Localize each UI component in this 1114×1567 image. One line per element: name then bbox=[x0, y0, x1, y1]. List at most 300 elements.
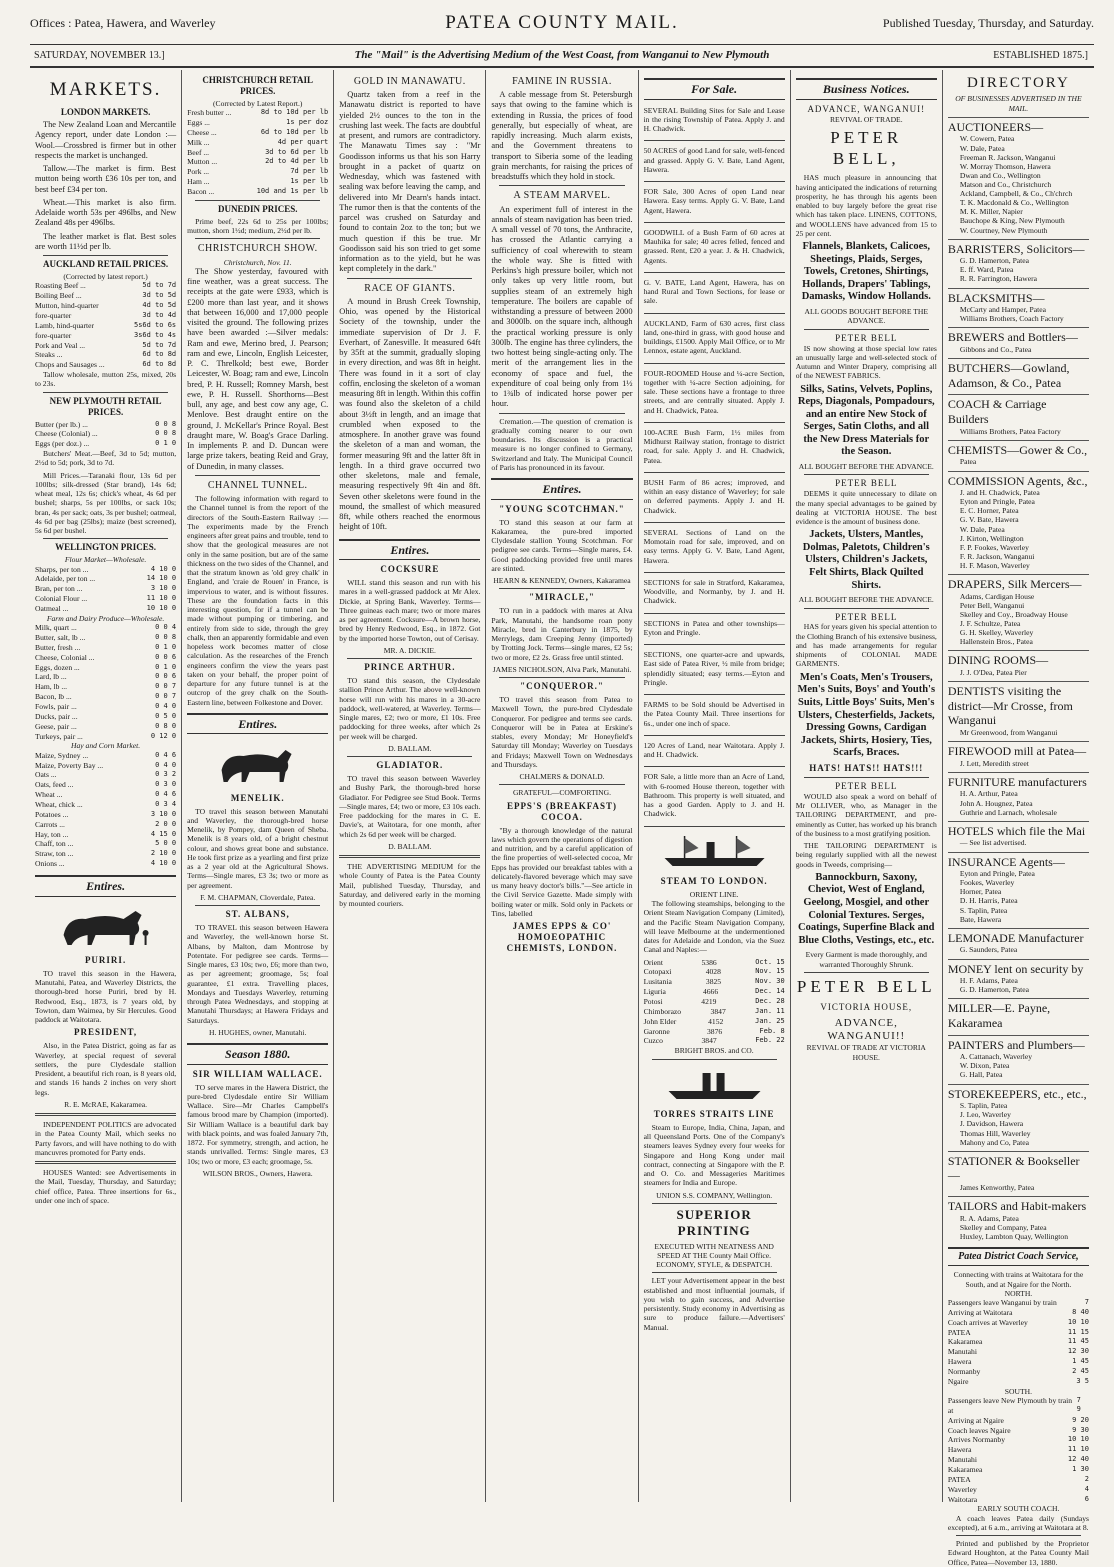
divider bbox=[347, 658, 472, 659]
price-row-cell: 6d to 10d per lb bbox=[260, 127, 329, 136]
sailing-row bbox=[644, 958, 785, 968]
sale-ad bbox=[644, 476, 785, 523]
price-row-cell: Boiling Beef ... bbox=[35, 291, 82, 301]
south-timetable bbox=[948, 1396, 1089, 1504]
steam-to-london-heading: STEAM TO LONDON. bbox=[660, 875, 768, 886]
sailing-row-cell: Chimborazo bbox=[643, 1006, 682, 1016]
north-timetable bbox=[948, 1298, 1089, 1387]
price-row bbox=[35, 281, 176, 291]
divider bbox=[652, 1272, 777, 1273]
price-row bbox=[187, 157, 328, 167]
price-row-cell: 0 12 0 bbox=[150, 731, 177, 740]
sailing-row-cell: Dec. 14 bbox=[755, 987, 785, 996]
early-coach-heading: EARLY SOUTH COACH. bbox=[977, 1504, 1060, 1514]
sale-ad-text: SECTIONS in Patea and other townships—Eyton and Pringle. bbox=[643, 618, 785, 637]
timetable-row-cell: 11 15 bbox=[1067, 1327, 1089, 1336]
sailing-row bbox=[644, 1027, 785, 1037]
price-row-cell: Lamb, hind-quarter bbox=[35, 320, 95, 330]
newspaper-columns bbox=[30, 70, 1094, 1567]
column-articles bbox=[486, 70, 638, 1502]
price-row bbox=[35, 672, 176, 682]
independent-politics-ad: INDEPENDENT POLITICS are advocated in the Patea County Mail, which seeks no Party favors, and will have nothing to do with mancuvres promoted for Party ends. bbox=[35, 1120, 177, 1157]
price-row-cell: 0 0 7 bbox=[155, 682, 177, 691]
column-news bbox=[334, 70, 486, 1502]
price-row bbox=[35, 702, 176, 712]
price-row bbox=[35, 311, 176, 321]
advance-wanganui: ADVANCE, WANGANUI! bbox=[807, 103, 926, 114]
timetable-row bbox=[948, 1396, 1089, 1416]
peter-bell-5: PETER BELL bbox=[835, 780, 898, 791]
price-row bbox=[35, 663, 176, 673]
steam-marvel-heading: A STEAM MARVEL. bbox=[513, 190, 611, 202]
price-row-cell: Pork and Veal ... bbox=[35, 340, 86, 350]
puriri-para: TO travel this season in the Hawera, Manutahi, Patea, and Waverley Districts, the thorough-bred horse Puriri, bred by H. Redwood, Esq., 1873, is 7 years old, by Towton, dam Waimea, by Sir Hercules. Good paddock at Waitotara. bbox=[35, 968, 177, 1025]
timetable-row-cell: 9 20 bbox=[1072, 1415, 1089, 1424]
sale-ad-text: 100-ACRE Bush Farm, 1½ miles from Midhurst Railway station, frontage to district road, for sale. Apply J. and H. Chadwick, Patea. bbox=[643, 427, 785, 465]
wallace-heading: SIR WILLIAM WALLACE. bbox=[192, 1068, 323, 1079]
sale-ad bbox=[644, 770, 785, 826]
directory-group bbox=[948, 650, 1089, 677]
price-row-cell: 0 0 8 bbox=[155, 419, 177, 428]
famine-para: A cable message from St. Petersburgh says that owing to the famine which is extending in Russia, the prices of food generally, but especially of wheat, are rapidly increasing. Much alarm exists, and the Government threatens to transport to Siberia some of the leading grain merchants, for raising the prices of breadstuffs which they hold in stock. bbox=[491, 90, 633, 182]
directory-group-heading: FURNITURE manufacturers bbox=[948, 772, 1089, 790]
timetable-row-cell: Arriving at Waitotara bbox=[947, 1307, 1013, 1317]
sailing-row-cell: 3847 bbox=[710, 1006, 726, 1016]
timetable-row-cell: 7 9 bbox=[1076, 1396, 1081, 1414]
divider bbox=[499, 588, 624, 589]
wellington-sub: Flour Market—Wholesale. bbox=[64, 555, 147, 565]
timetable-row-cell: Ngaire bbox=[947, 1376, 969, 1386]
price-row-cell: 3d to 6d per lb bbox=[265, 147, 329, 156]
scotchman-para: TO stand this season at our farm at Kakaramea, the pure-bred imported Clydesdale stallion Young Scotchman. For pedigree see cards. Terms—Single mares, £4. Good paddocking provided free until mares are stinted. bbox=[491, 517, 633, 573]
directory-entry: Williams Brothers, Coach Factory bbox=[959, 314, 1064, 324]
timetable-row-cell: Passengers leave Wanganui by train bbox=[947, 1298, 1057, 1308]
price-row-cell: Bacon ... bbox=[187, 187, 215, 197]
directory-group-heading: TAILORS and Habit-makers bbox=[948, 1196, 1089, 1214]
divider bbox=[43, 255, 168, 256]
torres-heading: TORRES STRAITS LINE bbox=[653, 1108, 775, 1119]
timetable-row-cell: 12 40 bbox=[1067, 1455, 1089, 1464]
farm-prices bbox=[35, 623, 176, 741]
directory-group bbox=[948, 117, 1089, 235]
price-row-cell: 0 4 0 bbox=[155, 760, 177, 769]
directory-entry: Ackland, Campbell, & Co., Ch'chrch bbox=[959, 189, 1073, 199]
directory-group-heading: PAINTERS and Plumbers— bbox=[948, 1035, 1089, 1053]
jackets-list: Jackets, Ulsters, Mantles, Dolmas, Paletots, Children's Ulsters, Children's Jackets, Felt Shirts, Black Quilted Shirts. bbox=[802, 529, 930, 591]
price-row-cell: Bran, per ton ... bbox=[35, 584, 83, 594]
directory-group bbox=[948, 928, 1089, 955]
price-row-cell: Turkeys, pair ... bbox=[35, 731, 83, 741]
torres-signature: UNION S.S. COMPANY, Wellington. bbox=[656, 1190, 773, 1200]
printing-heading: SUPERIOR PRINTING bbox=[676, 1206, 752, 1238]
price-row bbox=[35, 623, 176, 633]
price-row-cell: 14 10 0 bbox=[146, 574, 177, 583]
timetable-row-cell: 10 10 bbox=[1067, 1435, 1089, 1444]
price-row-cell: Hay, ton ... bbox=[35, 829, 69, 839]
north-heading: NORTH. bbox=[1004, 1288, 1033, 1298]
timetable-row-cell: 4 bbox=[1084, 1484, 1089, 1493]
wellington-prices bbox=[35, 565, 176, 614]
tunnel-heading: CHANNEL TUNNEL. bbox=[207, 479, 308, 491]
peter-bell-big: PETER BELL bbox=[796, 976, 936, 996]
sale-ad bbox=[644, 317, 785, 364]
price-row bbox=[187, 138, 328, 148]
gold-para: Quartz taken from a reef in the Manawatu district is reported to have yielded 2½ ounces to the ton in the crushing last week. The facts are doubtful at present, and rumors are contradictory. The Manawatu Times say : "Mr Goodisson informs us that his son Harry brought in a packet of quartz on Wednesday, which was fastened with sealing wax before leaving the camp, and delivered into Mr Dearn's hands intact. The rumor then is that the contents of the parcel was crushed on Saturday and found to contain 2oz to the ton; but we much question if this be true. Mr Goodisson said his son tried to get some information as to the yield, but he was kept completely in the dark." bbox=[339, 90, 481, 274]
directory-entry: F. P. Fookes, Waverley bbox=[959, 542, 1029, 552]
cremation-para: Cremation.—The question of cremation is gradually coming nearer to our own boundaries. Its discussion is a practical measure is no longer confined to Germany, Switzerland and Italy. The Municipal Council of Paris has pronounced in its favour. bbox=[491, 416, 633, 472]
business-notices-heading: Business Notices. bbox=[796, 78, 937, 100]
divider bbox=[35, 1161, 176, 1164]
directory-entry: W. Dixon, Patea bbox=[959, 1061, 1010, 1071]
sailing-row-cell: Feb. 22 bbox=[755, 1036, 785, 1045]
price-row-cell: 0 3 2 bbox=[155, 770, 177, 779]
sale-ad bbox=[644, 617, 785, 646]
price-row-cell: Wheat, chick ... bbox=[35, 799, 83, 809]
sale-ad-text: SEVERAL Sections of Land on the Momotain road for sale, improved, and on easy terms. Apply G. V. Bate, Land Agent, Hawera. bbox=[643, 527, 785, 565]
price-row-cell: 10d and 1s per lb bbox=[256, 187, 329, 196]
price-row-cell: 3d to 4d bbox=[142, 310, 177, 319]
timetable-row bbox=[948, 1495, 1089, 1505]
price-row-cell: 0 0 8 bbox=[155, 632, 177, 641]
price-row bbox=[187, 167, 328, 177]
sailing-row-cell: Jan. 11 bbox=[755, 1006, 785, 1015]
timetable-row-cell: Passengers leave New Plymouth by train at bbox=[947, 1396, 1073, 1415]
sale-ad-text: FARMS to be Sold should be Advertised in the Patea County Mail. Three insertions for 6s., under one inch of space. bbox=[643, 700, 785, 728]
revival-line: REVIVAL OF TRADE. bbox=[829, 114, 903, 124]
directory-group bbox=[948, 852, 1089, 924]
president-para: Also, in the Patea District, going as far as Waverley, at special request of several settlers, the pure Clydesdale stallion President, a beautiful rich roan, is 8 years old, and stands 16 hands 2 inches on very short legs. bbox=[35, 1041, 177, 1097]
directory-entry: F. R. Jackson, Wanganui bbox=[959, 551, 1035, 561]
steamship-illustration bbox=[644, 832, 785, 868]
price-row bbox=[187, 118, 328, 128]
cocksure-para: WILL stand this season and run with his mares in a well-grassed paddock at Mr Alex. Dickie, at Spring Bank, Waverley. Terms—Three guineas each mare; two or more mares as per agreement. Cocksure—A brown horse, bred by Henry Redwood, Esq., in 1872. Got by the imported horse Towton, out of Cerisay. bbox=[339, 578, 481, 643]
sailing-table bbox=[644, 958, 785, 1047]
price-row bbox=[35, 722, 176, 732]
price-row-cell: 1s per doz bbox=[286, 118, 329, 127]
price-row-cell: Lard, lb ... bbox=[35, 672, 67, 682]
coach-para: Connecting with trains at Waitotara for the South, and at Ngaire for the North. bbox=[953, 1270, 1084, 1289]
directory-entry: Adams, Cardigan House bbox=[959, 591, 1035, 601]
directory-entry: J. and H. Chadwick, Patea bbox=[959, 488, 1040, 498]
st-albans-heading: ST. ALBANS, bbox=[225, 909, 290, 920]
divider bbox=[347, 278, 472, 279]
sale-ad bbox=[644, 698, 785, 736]
entires-heading: Entires. bbox=[35, 875, 176, 897]
peter-bell-5-para: WOULD also speak a word on behalf of Mr OLLIVER, who, as Manager in the TAILORING DEPARTMENT, and pre-eminently as Cutter, has worked up his branch of the business to a most gratifying position. bbox=[795, 791, 937, 838]
auckland-note: Tallow wholesale, mutton 25s, mixed, 20s to 23s. bbox=[35, 370, 177, 389]
divider bbox=[499, 413, 624, 414]
steamship-illustration bbox=[644, 1065, 785, 1101]
sale-ad bbox=[644, 648, 785, 695]
sale-ad-text: SEVERAL Building Sites for Sale and Lease in the rising Township of Patea. Apply J. and H. Chadwick. bbox=[643, 105, 785, 134]
directory-group-heading: STOREKEEPERS, etc., etc., bbox=[948, 1084, 1089, 1102]
price-row-cell: Wheat ... bbox=[35, 790, 63, 800]
directory-entry: Skelley and Company, Patea bbox=[959, 1222, 1047, 1232]
sale-ad-text: FOUR-ROOMED House and ¼-acre Section, together with ¼-acre Section adjoining, for sale. These sections have a frontage to three streets, and are centrally situated. Apply J. and H. Chadwick, Patea. bbox=[643, 368, 785, 415]
president-heading: PRESIDENT, bbox=[74, 1027, 138, 1038]
publication-days: Published Tuesday, Thursday, and Saturday. bbox=[882, 16, 1094, 30]
price-row bbox=[35, 761, 176, 771]
sailing-row-cell: 5386 bbox=[701, 957, 717, 967]
timetable-row-cell: 10 10 bbox=[1067, 1317, 1089, 1326]
directory-group-heading: DINING ROOMS— bbox=[948, 650, 1089, 668]
directory-sub: OF BUSINESSES ADVERTISED IN THE MAIL. bbox=[955, 94, 1082, 113]
price-row-cell: fore-quarter bbox=[35, 310, 72, 320]
famine-heading: FAMINE IN RUSSIA. bbox=[512, 76, 612, 87]
mens-list: Men's Coats, Men's Trousers, Men's Suits, Boys' and Youth's Suits, Little Boys' Suits, Men's Ulsters, Chesterfields, Jackets, Dressing Gowns, Cardigan Jackets, Shirts, Hosiery, Ties, Scarfs, Braces. bbox=[797, 671, 936, 759]
dunedin-heading: DUNEDIN PRICES. bbox=[217, 203, 298, 214]
peter-bell-para: HAS much pleasure in announcing that having anticipated the indications of returning prosperity, he has through his agents been enabled to buy largely before the great rise which has taken place. LINENS, COTTONS, and WOOLLENS have advanced from 15 to 25 per cent. bbox=[795, 173, 937, 238]
miracle-para: TO run in a paddock with mares at Alva Park, Manutahi, the handsome roan pony Miracle, bred in Canterbury in 1875, by Merrylegs, dam Creeping Jenny (imported) by Trotting Jock. Terms—single mares, £2 5s; two or more, £2 2s. Grass free until stinted. bbox=[491, 606, 633, 662]
price-row bbox=[35, 331, 176, 341]
directory-group bbox=[948, 574, 1089, 646]
london-para: The New Zealand Loan and Mercantile Agency report, under date London :— Wool.—Crossbred is firmer but in other respects the market is unchanged. bbox=[35, 120, 177, 160]
price-row-cell: Colonial Flour ... bbox=[35, 594, 88, 604]
sale-ad bbox=[644, 526, 785, 573]
price-row bbox=[35, 732, 176, 742]
price-row bbox=[35, 692, 176, 702]
directory-entry: Guthrie and Larnach, wholesale bbox=[959, 807, 1057, 817]
directory-group-heading: AUCTIONEERS— bbox=[948, 117, 1089, 135]
directory-entry: G. Hall, Patea bbox=[959, 1070, 1003, 1080]
directory-entry: James Kenworthy, Patea bbox=[959, 1183, 1035, 1193]
directory-group-heading: STATIONER & Bookseller— bbox=[948, 1151, 1089, 1183]
timetable-row-cell: PATEA bbox=[947, 1327, 971, 1337]
price-row-cell: 6d to 8d bbox=[142, 360, 177, 369]
timetable-row bbox=[948, 1347, 1089, 1357]
sailing-row-cell: Jan. 25 bbox=[755, 1016, 785, 1025]
directory-entry: M. K. Miller, Napier bbox=[959, 207, 1023, 217]
timetable-row bbox=[948, 1377, 1089, 1387]
sailing-row-cell: Nov. 30 bbox=[755, 977, 785, 986]
directory-entry: Hallenstein Bros., Patea bbox=[959, 637, 1033, 647]
timetable-row-cell: Manutahi bbox=[947, 1455, 977, 1465]
timetable-row-cell: Waverley bbox=[947, 1484, 977, 1494]
price-row-cell: 3 10 0 bbox=[150, 809, 177, 818]
conqueror-signature: CHALMERS & DONALD. bbox=[519, 772, 605, 782]
sailing-row bbox=[644, 967, 785, 977]
giants-para: A mound in Brush Creek Township, Ohio, was opened by the Historical Society of the township, under the immediate supervision of Dr J. F. Everhart, of Zanesville. It measured 64ft by 35ft at the summit, gradually sloping in every direction, and was 8ft in height. There was found in it a sort of clay coffin, enclosing the skeleton of a woman measuring 8ft in length. Within this coffin was found also the skeleton of a child about 3½ft in length, and an image that crumbled when exposed to the atmosphere. In another grave was found the skeleton of a man and woman, the former measuring 9ft and the latter 8ft in length. In a third grave occurred two other skeletons, male and female, measuring respectively 9ft 4in and 8ft. Seven other skeletons were found in the mound, the smallest of which measured 8ft, while others reached the enormous height of 10ft. bbox=[339, 296, 481, 532]
sailing-row-cell: 3825 bbox=[705, 977, 722, 987]
price-row-cell: Maize, Sydney ... bbox=[35, 750, 89, 760]
np-heading: NEW PLYMOUTH RETAIL PRICES. bbox=[49, 395, 162, 417]
price-row-cell: Pork ... bbox=[187, 167, 210, 177]
directory-entry: S. Taplin, Patea bbox=[959, 905, 1008, 915]
show-para: The Show yesterday, favoured with fine weather, was a great success. The receipts at the gate were £933, which is £200 more than last year, and it shows that between 16,000 and 17,000 people visited the ground. The following prizes have been awarded :—Silver medals: Ram and ewe, Merino bred, J. Pearson; ram and ewe, Lincoln, English Leicester, P. C. Threlkold; best ewe, Border Leicester, W. Boag; ram and ewe, Lincoln bred, P. H. Russell; Romney Marsh, best ewe, P. H. Russell. Shorthorns—Best bull, any age, and best cow any age, C. Menlove. Best draught entire on the ground, J. McKellar's Prince Royal. Best draught mare, W. Boag's Grace Darling. In implements P. and D. Duncan were large prize takers, beating Reid and Gray, of Dunedin, in many classes. bbox=[187, 266, 329, 471]
price-row bbox=[35, 360, 176, 370]
directory-entry: J. F. Schultze, Patea bbox=[959, 619, 1021, 629]
revival-line-2: REVIVAL OF TRADE AT VICTORIA HOUSE. bbox=[806, 1043, 926, 1062]
orient-line-sub: ORIENT LINE. bbox=[689, 889, 739, 899]
auckland-heading: AUCKLAND RETAIL PRICES. bbox=[43, 259, 169, 270]
auckland-sub: (Corrected by latest report.) bbox=[63, 272, 148, 282]
wellington-heading: WELLINGTON PRICES. bbox=[55, 542, 156, 553]
sale-ad bbox=[644, 276, 785, 314]
price-row-cell: Cheese, Colonial ... bbox=[35, 652, 95, 662]
directory-entry: J. Davidson, Hawera bbox=[959, 1119, 1024, 1129]
directory-entry: J. Leo, Waverley bbox=[959, 1110, 1011, 1120]
price-row bbox=[35, 830, 176, 840]
timetable-row bbox=[948, 1308, 1089, 1318]
price-row bbox=[187, 108, 328, 118]
column-for-sale bbox=[639, 70, 791, 1502]
wallace-signature: WILSON BROS., Owners, Hawera. bbox=[202, 1168, 313, 1178]
divider bbox=[339, 855, 480, 858]
all-bought-line-2: ALL BOUGHT BEFORE THE ADVANCE. bbox=[798, 595, 934, 605]
price-row-cell: 3d to 5d bbox=[142, 291, 177, 300]
directory-group-heading: INSURANCE Agents— bbox=[948, 852, 1089, 870]
price-row-cell: Roasting Beef ... bbox=[35, 281, 86, 291]
textures-list: Bannockburn, Saxony, Cheviot, West of England, Geelong, Mosgiel, and other Colonial Textures. Serges, Coatings, Superfine Black and Blue Cloths, Vestings, etc., etc. bbox=[798, 871, 935, 946]
london-heading: LONDON MARKETS. bbox=[60, 107, 151, 118]
timetable-row bbox=[948, 1485, 1089, 1495]
timetable-row-cell: Normanby bbox=[947, 1367, 981, 1377]
directory-entry: G. V. Bate, Hawera bbox=[959, 515, 1019, 525]
sailing-row bbox=[644, 977, 785, 987]
column-peter-bell bbox=[791, 70, 943, 1502]
directory-group-heading: CHEMISTS—Gower & Co., bbox=[948, 440, 1089, 458]
timetable-row-cell: 12 30 bbox=[1067, 1347, 1089, 1356]
directory-entry: Freeman R. Jackson, Wanganui bbox=[959, 152, 1056, 162]
sailing-row bbox=[644, 997, 785, 1007]
np-prices bbox=[35, 420, 176, 450]
directory-entry: G. D. Hamerton, Patea bbox=[959, 256, 1030, 266]
price-row-cell: 0 0 8 bbox=[155, 429, 177, 438]
price-row-cell: Milk, quart ... bbox=[35, 623, 77, 633]
sailing-row-cell: 3847 bbox=[701, 1036, 717, 1046]
directory-group-heading: FIREWOOD mill at Patea— bbox=[948, 741, 1089, 759]
sale-ad-text: FOR Sale, a little more than an Acre of Land, with 6-roomed House thereon, together with Bathroom. This property is well situated, and has a good Garden. Apply to J. and H. Chadwick. bbox=[643, 772, 785, 819]
peter-bell-heading: PETER BELL, bbox=[830, 127, 903, 168]
price-row-cell: Cheese (Colonial) ... bbox=[35, 429, 98, 439]
price-row bbox=[35, 849, 176, 859]
directory-entry: Mahony and Co, Patea bbox=[959, 1137, 1030, 1147]
tunnel-para: The following information with regard to the Channel tunnel is from the report of the directors of the South-Eastern Railway :—The experiments made by the French engineers after great pains and trouble, tend to show that the geological measures are not only in the same position, but are of the same thickness on the two sides of the Channel, and that the stratum known as 'old grey chalk' in England, and 'craie de Rouen' in France, is impervious to water, and is without fissures. These are the foundation facts in this interesting question, for if a tunnel can be made without pumping or timbering, and entirely from side to side, through the grey chalk, then an apparently formidable and even hopeless work becomes matter of close calculation. As the researches of the French engineers confirm the view the years past taken on your behalf, the proper point of departure for any future tunnel is at the outcrop of the grey chalk on the South-Eastern line, between Folkestone and Dover. bbox=[187, 494, 329, 707]
hay-prices bbox=[35, 751, 176, 869]
sale-ad-text: GOODWILL of a Bush Farm of 60 acres at Mauhika for sale; 40 acres felled, fenced and grassed. Rent, £20 a year. J. & H. Chadwick, Agents. bbox=[643, 227, 785, 265]
epps-para: "By a thorough knowledge of the natural laws which govern the operations of digestion and nutrition, and by a careful application of the fine properties of well-selected cocoa, Mr Epps has provided our breakfast tables with a delicately-flavored beverage which may save us many heavy doctor's bills."—See article in the Civil Service Gazette. Made simply with boiling water or milk. Sold only in Packets or Tins, labelled bbox=[491, 825, 633, 918]
price-row-cell: Ham ... bbox=[187, 177, 210, 187]
timetable-row-cell: 1 30 bbox=[1072, 1465, 1089, 1474]
steam-marvel-para: An experiment full of interest in the annals of steam navigation has been tried. A small vessel of 70 tons, the Anthracite, has crossed the Atlantic carrying a sufficiency of coal wherewith to steam the whole way. She is fitted with Perkins's high pressure boiler, which not only takes up very little room, but supplies steam of an extremely high temperature. The boilers are capable of withstanding a pressure of between 2000 and 3000lb. on the square inch, although the practical working pressure is only 300lb. The engine has three cylinders, the two hottest being single-acting only. The merit of the arrangement lies in the economy of space and fuel, the expenditure of coal being only from 1½ to 1¾lb of indicated horse power per hour. bbox=[491, 204, 633, 409]
timetable-row-cell: Coach arrives at Waverley bbox=[947, 1317, 1028, 1327]
price-row-cell: Ducks, pair ... bbox=[35, 711, 78, 721]
price-row bbox=[35, 301, 176, 311]
directory-entry: W. Morray Thomson, Hawera bbox=[959, 161, 1051, 171]
price-row-cell: 4d to 5d bbox=[142, 301, 177, 310]
price-row-cell: Chaff, ton ... bbox=[35, 839, 74, 849]
giants-heading: RACE OF GIANTS. bbox=[364, 282, 456, 294]
timetable-row-cell: Coach leaves Ngaire bbox=[947, 1425, 1011, 1435]
season-heading: Season 1880. bbox=[187, 1043, 328, 1065]
price-row-cell: 3 10 0 bbox=[150, 584, 177, 593]
directory-group-heading: DRAPERS, Silk Mercers— bbox=[948, 574, 1089, 592]
price-row bbox=[35, 751, 176, 761]
price-row bbox=[35, 790, 176, 800]
price-row-cell: 0 1 0 bbox=[155, 662, 177, 671]
directory-entry: G. Saunders, Patea bbox=[959, 945, 1018, 955]
price-row bbox=[35, 341, 176, 351]
price-row bbox=[35, 565, 176, 575]
prince-arthur-heading: PRINCE ARTHUR. bbox=[364, 662, 456, 673]
timetable-row bbox=[948, 1426, 1089, 1436]
sale-ad-text: AUCKLAND, Farm of 630 acres, first class land, one-third in grass, with good house and buildings, £1500. Apply Mail Office, or to Mr Lennox, estate agent, Auckland. bbox=[643, 318, 785, 356]
sailing-row-cell: 4666 bbox=[702, 987, 719, 997]
price-row-cell: Cheese ... bbox=[187, 127, 217, 137]
sailing-row bbox=[644, 1036, 785, 1046]
show-dateline: Christchurch, Nov. 11. bbox=[223, 257, 292, 267]
prince-arthur-para: TO stand this season, the Clydesdale stallion Prince Arthur. The above well-known horse will run with his mares in a 30-acre paddock, well-watered, at Waverley. Terms—Single mares, £2; two or more, £1 10s. Free paddocking for three weeks, after which 2s per week will be charged. bbox=[339, 676, 481, 741]
price-row bbox=[35, 291, 176, 301]
sale-ad-text: 50 ACRES of good Land for sale, well-fenced and grassed. Apply G. V. Bate, Land Agent, Hawera. bbox=[643, 146, 785, 174]
peter-bell-3-para: DEEMS it quite unnecessary to dilate on the many special advantages to be gained by dealing at VICTORIA HOUSE. The best evidence is the amount of business done. bbox=[795, 489, 937, 527]
divider bbox=[43, 392, 168, 393]
price-row bbox=[35, 780, 176, 790]
price-row-cell: fore-quarter bbox=[35, 330, 72, 340]
sale-ad bbox=[644, 185, 785, 223]
flannels-list: Flannels, Blankets, Calicoes, Sheetings, Plaids, Serges, Towels, Cretones, Shirtings, Hollands, Drapers' Tablings, Damasks, Window Hollands. bbox=[801, 241, 931, 303]
timetable-row bbox=[948, 1367, 1089, 1377]
price-row-cell: Sharps, per ton ... bbox=[35, 564, 89, 574]
hay-heading: Hay and Corn Market. bbox=[70, 741, 141, 751]
price-row-cell: 0 3 0 bbox=[155, 780, 177, 789]
timetable-row-cell: 2 45 bbox=[1072, 1367, 1089, 1376]
sale-ad-text: SECTIONS, one quarter-acre and upwards, East side of Patea River, ½ mile from bridge; splendidly situated; easy terms.—Eyton and Pringle. bbox=[643, 650, 785, 687]
slogan: The "Mail" is the Advertising Medium of the West Coast, from Wanganui to New Plymouth bbox=[354, 49, 770, 61]
price-row-cell: Carrots ... bbox=[35, 819, 65, 829]
offices-line: Offices : Patea, Hawera, and Waverley bbox=[30, 16, 216, 30]
price-row-cell: Steaks ... bbox=[35, 350, 63, 360]
sailing-row-cell: Orient bbox=[643, 957, 663, 967]
directory-group-heading: COMMISSION Agents, &c., bbox=[948, 471, 1089, 489]
coach-heading: Patea District Coach Service, bbox=[948, 1247, 1089, 1266]
st-albans-para: TO TRAVEL this season between Hawera and Waverley, the well-known horse St. Albans, by Malton, dam Montrose by Potentate. For pedigree see cards. Terms—Single mares, £3 10s; two, £6; more than two, as per agreement; groomage, 5s; foal guarantee, £1 extra. Travelling places, Mondays and Tuesdays Waverley, returning through Patea Wednesdays, and stopping at Manutahi Thursdays; at Hawera Fridays and Saturdays. bbox=[187, 923, 329, 1025]
imprint: Printed and published by the Proprietor Edward Houghton, at the Patea County Mail Office, Patea—November 13, 1880. bbox=[947, 1539, 1089, 1567]
price-row bbox=[187, 177, 328, 187]
price-row-cell: Oats ... bbox=[35, 770, 57, 780]
directory-entry: J. Kirton, Wellington bbox=[959, 533, 1024, 543]
directory-group-heading: BUTCHERS—Gowland, Adamson, & Co., Patea bbox=[948, 358, 1089, 390]
entires-heading: Entires. bbox=[491, 478, 632, 500]
column-markets bbox=[30, 70, 182, 1502]
directory-entry: E. C. Horner, Patea bbox=[959, 506, 1019, 516]
puriri-heading: PURIRI. bbox=[84, 954, 127, 965]
issue-date: SATURDAY, NOVEMBER 13.] bbox=[34, 50, 165, 61]
price-row-cell: Milk ... bbox=[187, 137, 210, 147]
price-row-cell: Onions ... bbox=[35, 859, 65, 869]
directory-entry: Bauchope & King, New Plymouth bbox=[959, 216, 1065, 226]
timetable-row-cell: 2 bbox=[1084, 1474, 1089, 1483]
price-row bbox=[35, 439, 176, 449]
christchurch-prices-heading: CHRISTCHURCH RETAIL PRICES. bbox=[202, 75, 314, 96]
price-row-cell: Mutton ... bbox=[187, 157, 218, 167]
price-row-cell: Butter, salt, lb ... bbox=[35, 632, 86, 642]
price-row-cell: 0 1 0 bbox=[155, 439, 177, 448]
directory-group bbox=[948, 1084, 1089, 1147]
price-row-cell: Butter, fresh ... bbox=[35, 642, 81, 652]
directory-group bbox=[948, 358, 1089, 390]
price-row bbox=[35, 643, 176, 653]
directory-entry: Horner, Patea bbox=[959, 887, 1002, 897]
price-row-cell: 0 0 6 bbox=[155, 672, 177, 681]
price-row bbox=[35, 584, 176, 594]
timetable-row bbox=[948, 1318, 1089, 1328]
directory-entry: Peter Bell, Wanganui bbox=[959, 600, 1025, 610]
directory-entry: Patea bbox=[959, 457, 977, 467]
directory-groups bbox=[948, 117, 1089, 1241]
price-row-cell: 5d to 7d bbox=[142, 281, 177, 290]
peter-bell-3: PETER BELL bbox=[835, 478, 898, 489]
